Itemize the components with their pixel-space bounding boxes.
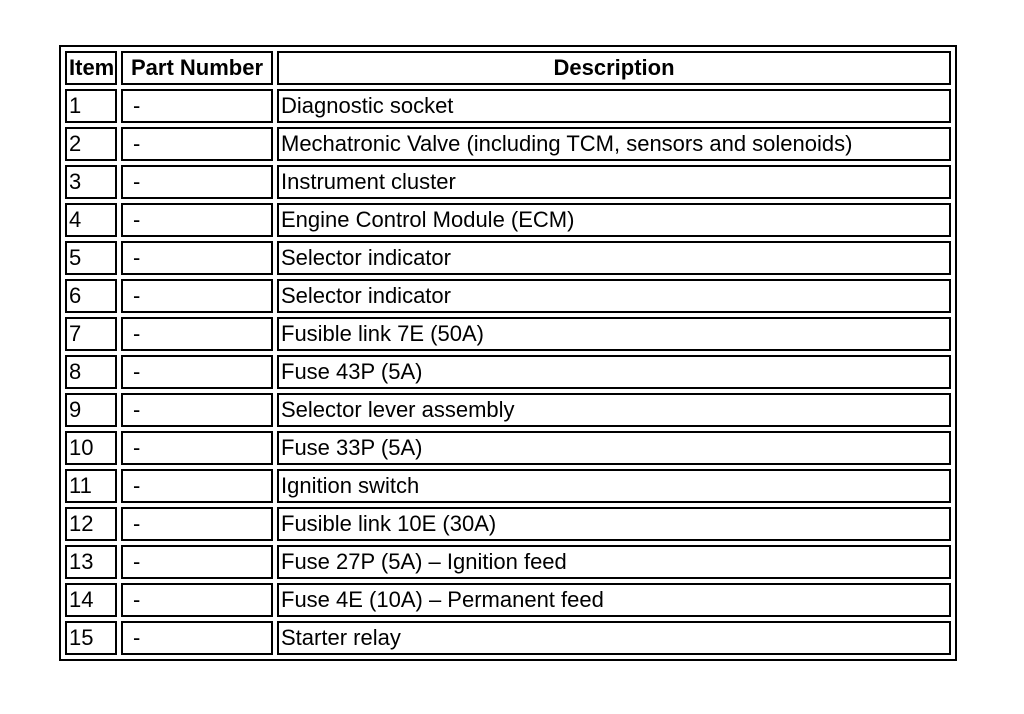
cell-description: Selector indicator — [277, 279, 951, 313]
table-row — [65, 203, 951, 237]
cell-part-number: - — [121, 431, 273, 465]
header-part-number: Part Number — [121, 51, 273, 85]
table-row — [65, 127, 951, 161]
cell-description: Selector lever assembly — [277, 393, 951, 427]
cell-item: 12 — [65, 507, 117, 541]
table-row — [65, 469, 951, 503]
cell-description: Starter relay — [277, 621, 951, 655]
cell-part-number: - — [121, 583, 273, 617]
cell-item: 1 — [65, 89, 117, 123]
table-row — [65, 165, 951, 199]
cell-item: 6 — [65, 279, 117, 313]
cell-item: 2 — [65, 127, 117, 161]
table-row — [65, 507, 951, 541]
cell-item: 11 — [65, 469, 117, 503]
table-row — [65, 545, 951, 579]
table-row — [65, 393, 951, 427]
table-row — [65, 583, 951, 617]
table-row — [65, 89, 951, 123]
table-row — [65, 317, 951, 351]
cell-part-number: - — [121, 469, 273, 503]
cell-part-number: - — [121, 355, 273, 389]
cell-description: Mechatronic Valve (including TCM, sensors and solenoids) — [277, 127, 951, 161]
cell-item: 4 — [65, 203, 117, 237]
cell-part-number: - — [121, 203, 273, 237]
cell-description: Fuse 33P (5A) — [277, 431, 951, 465]
table-row — [65, 621, 951, 655]
table-row — [65, 431, 951, 465]
header-description: Description — [277, 51, 951, 85]
cell-item: 5 — [65, 241, 117, 275]
cell-description: Selector indicator — [277, 241, 951, 275]
cell-item: 13 — [65, 545, 117, 579]
cell-description: Diagnostic socket — [277, 89, 951, 123]
cell-description: Fusible link 7E (50A) — [277, 317, 951, 351]
cell-item: 8 — [65, 355, 117, 389]
table-row — [65, 355, 951, 389]
table-header — [65, 51, 951, 85]
cell-description: Fusible link 10E (30A) — [277, 507, 951, 541]
table-row — [65, 279, 951, 313]
table-body — [65, 89, 951, 655]
cell-item: 15 — [65, 621, 117, 655]
cell-description: Fuse 43P (5A) — [277, 355, 951, 389]
header-item: Item — [65, 51, 117, 85]
cell-description: Instrument cluster — [277, 165, 951, 199]
cell-part-number: - — [121, 89, 273, 123]
cell-description: Fuse 4E (10A) – Permanent feed — [277, 583, 951, 617]
cell-part-number: - — [121, 545, 273, 579]
cell-part-number: - — [121, 165, 273, 199]
header-row — [65, 51, 951, 85]
cell-item: 7 — [65, 317, 117, 351]
cell-description: Fuse 27P (5A) – Ignition feed — [277, 545, 951, 579]
cell-item: 3 — [65, 165, 117, 199]
cell-item: 9 — [65, 393, 117, 427]
cell-part-number: - — [121, 393, 273, 427]
cell-part-number: - — [121, 241, 273, 275]
cell-item: 10 — [65, 431, 117, 465]
cell-part-number: - — [121, 507, 273, 541]
cell-description: Ignition switch — [277, 469, 951, 503]
cell-part-number: - — [121, 279, 273, 313]
cell-item: 14 — [65, 583, 117, 617]
cell-description: Engine Control Module (ECM) — [277, 203, 951, 237]
parts-table — [59, 45, 957, 661]
cell-part-number: - — [121, 127, 273, 161]
cell-part-number: - — [121, 621, 273, 655]
table-row — [65, 241, 951, 275]
cell-part-number: - — [121, 317, 273, 351]
